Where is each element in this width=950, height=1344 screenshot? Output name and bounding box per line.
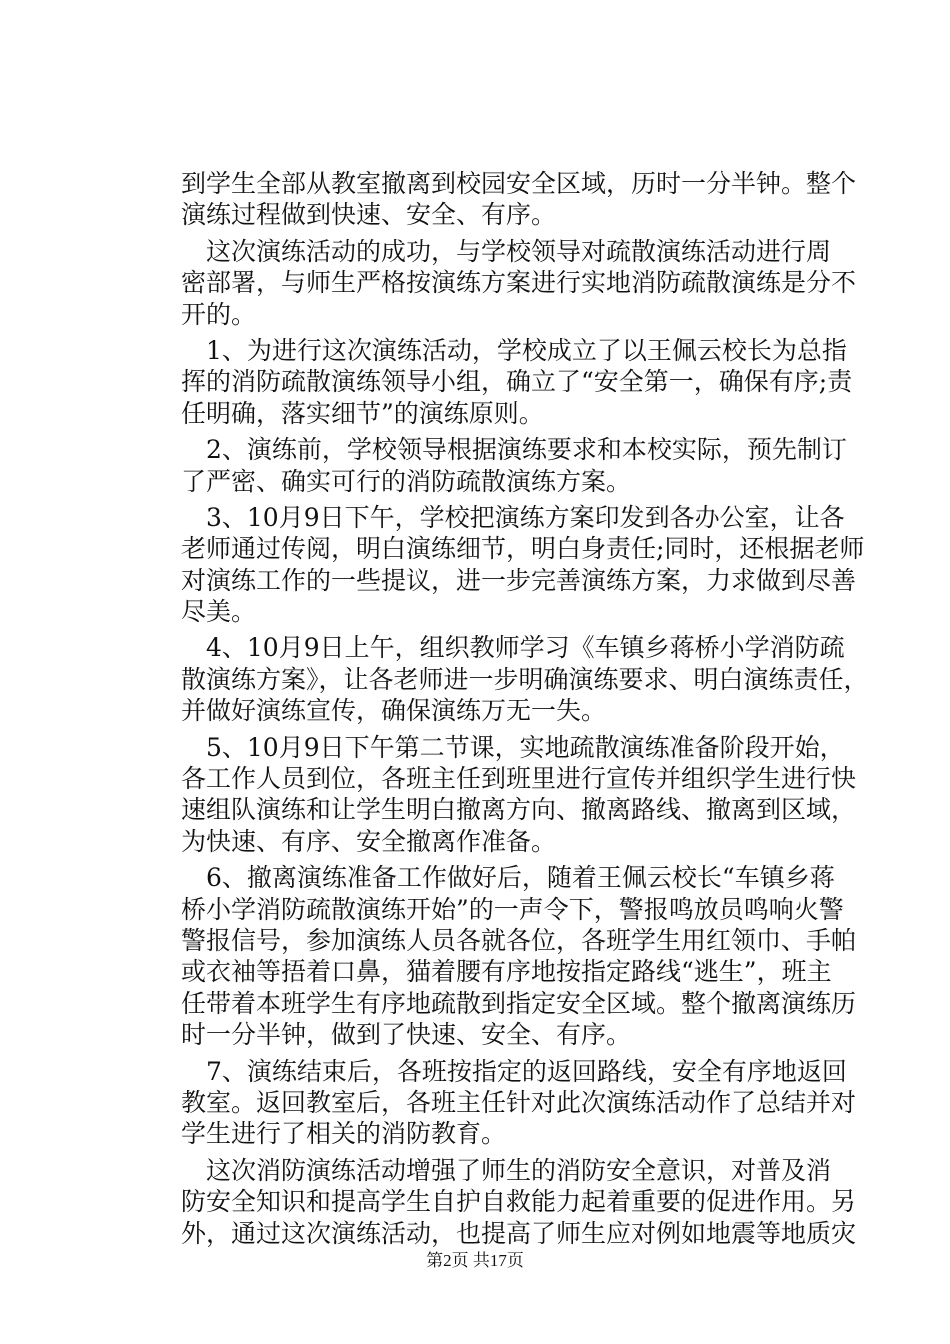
text-line: 散演练方案》，让各老师进一步明确演练要求、明白演练责任， xyxy=(181,664,869,694)
paragraph xyxy=(181,434,847,497)
paragraph xyxy=(181,732,857,858)
paragraph xyxy=(181,502,865,628)
paragraph xyxy=(181,1056,857,1150)
text-line: 开的。 xyxy=(181,299,257,329)
text-line: 各工作人员到位，各班主任到班里进行宣传并组织学生进行快 xyxy=(181,764,857,794)
text-line: 4、10月9日上午，组织教师学习《车镇乡蒋桥小学消防疏 xyxy=(181,633,845,663)
text-line: 挥的消防疏散演练领导小组，确立了“安全第一，确保有序;责 xyxy=(181,367,853,397)
text-line: 或衣袖等捂着口鼻，猫着腰有序地按指定路线“逃生”，班主 xyxy=(181,957,832,987)
document-body xyxy=(181,168,869,1249)
text-line: 这次演练活动的成功，与学校领导对疏散演练活动进行周 xyxy=(181,236,832,266)
text-line: 2、演练前，学校领导根据演练要求和本校实际，预先制订 xyxy=(181,435,847,465)
text-line: 警报信号，参加演练人员各就各位，各班学生用红领巾、手帕 xyxy=(181,925,857,955)
paragraph xyxy=(181,1155,857,1249)
text-line: 3、10月9日下午，学校把演练方案印发到各办公室，让各 xyxy=(181,502,845,532)
text-line: 老师通过传阅，明白演练细节，明白身责任;同时，还根据老师 xyxy=(181,534,865,564)
text-line: 1、为进行这次演练活动，学校成立了以王佩云校长为总指 xyxy=(181,335,847,365)
page-footer: 第2页 共17页 xyxy=(426,1251,524,1270)
text-line: 时一分半钟，做到了快速、安全、有序。 xyxy=(181,1020,632,1050)
text-line: 5、10月9日下午第二节课，实地疏散演练准备阶段开始， xyxy=(181,732,845,762)
text-line: 尽美。 xyxy=(181,597,257,627)
text-line: 密部署，与师生严格按演练方案进行实地消防疏散演练是分不 xyxy=(181,268,857,298)
text-line: 教室。返回教室后，各班主任针对此次演练活动作了总结并对 xyxy=(181,1087,857,1117)
paragraph xyxy=(181,168,857,231)
paragraph xyxy=(181,335,853,429)
paragraph xyxy=(181,862,857,1050)
text-line: 了严密、确实可行的消防疏散演练方案。 xyxy=(181,466,632,496)
text-line: 速组队演练和让学生明白撤离方向、撤离路线、撤离到区域， xyxy=(181,795,857,825)
text-line: 任明确，落实细节”的演练原则。 xyxy=(181,398,544,428)
text-line: 防安全知识和提高学生自护自救能力起着重要的促进作用。另 xyxy=(181,1187,857,1217)
text-line: 演练过程做到快速、安全、有序。 xyxy=(181,200,557,230)
text-line: 任带着本班学生有序地疏散到指定安全区域。整个撤离演练历 xyxy=(181,988,857,1018)
text-line: 到学生全部从教室撤离到校园安全区域，历时一分半钟。整个 xyxy=(181,169,857,198)
text-line: 7、演练结束后，各班按指定的返回路线，安全有序地返回 xyxy=(181,1056,847,1086)
text-line: 外，通过这次演练活动，也提高了师生应对例如地震等地质灾 xyxy=(181,1218,857,1248)
text-line: 学生进行了相关的消防教育。 xyxy=(181,1119,507,1149)
text-line: 桥小学消防疏散演练开始”的一声令下，警报鸣放员鸣响火警 xyxy=(181,894,844,924)
text-line: 对演练工作的一些提议，进一步完善演练方案，力求做到尽善 xyxy=(181,565,857,595)
text-line: 为快速、有序、安全撤离作准备。 xyxy=(181,826,557,856)
text-line: 这次消防演练活动增强了师生的消防安全意识，对普及消 xyxy=(181,1155,832,1185)
text-line: 6、撤离演练准备工作做好后，随着王佩云校长“车镇乡蒋 xyxy=(181,863,835,893)
text-line: 并做好演练宣传，确保演练万无一失。 xyxy=(181,696,607,726)
paragraph xyxy=(181,632,869,726)
paragraph xyxy=(181,236,857,330)
